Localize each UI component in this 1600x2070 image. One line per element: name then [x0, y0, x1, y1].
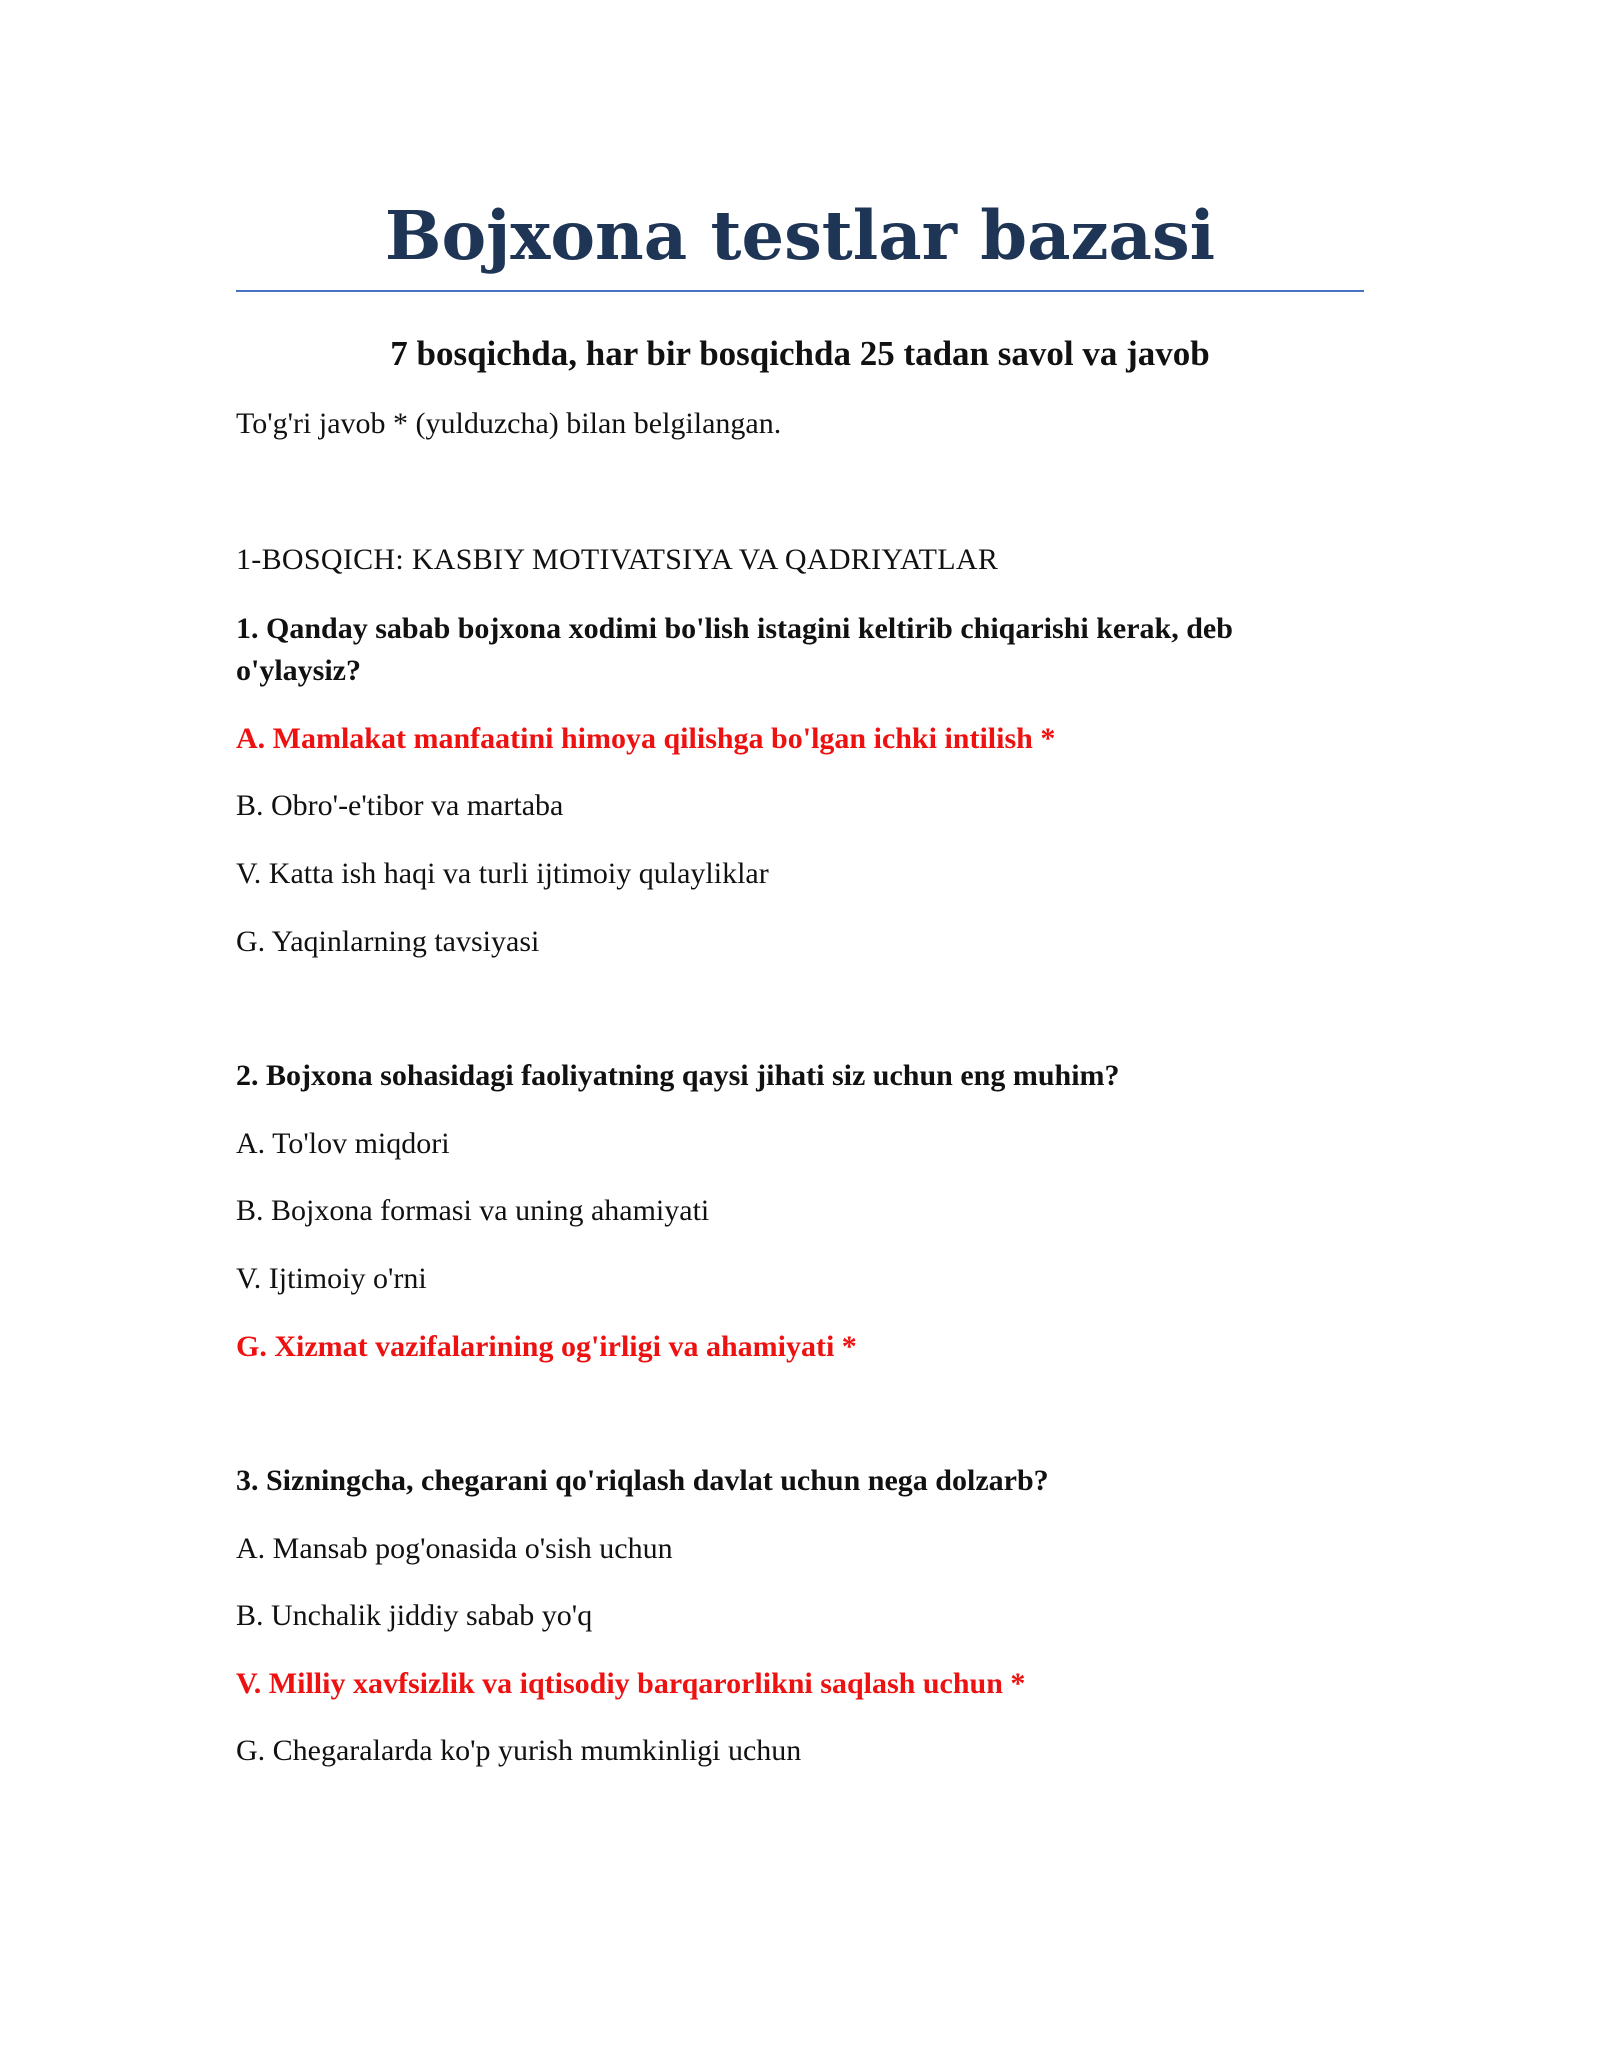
- question-3-option-b: B. Unchalik jiddiy sabab yo'q: [236, 1599, 593, 1632]
- question-3-option-a: A. Mansab pog'onasida o'sish uchun: [236, 1532, 673, 1565]
- question-1-option-g: G. Yaqinlarning tavsiyasi: [236, 925, 540, 958]
- question-3-option-v: V. Milliy xavfsizlik va iqtisodiy barqarorlikni saqlash uchun *: [236, 1667, 1026, 1700]
- question-3-option-g: G. Chegaralarda ko'p yurish mumkinligi uchun: [236, 1734, 802, 1767]
- question-2-option-g: G. Xizmat vazifalarining og'irligi va ahamiyati *: [236, 1330, 857, 1363]
- question-2-option-b: B. Bojxona formasi va uning ahamiyati: [236, 1194, 710, 1227]
- title-divider: [236, 290, 1364, 292]
- question-1-option-b: B. Obro'-e'tibor va martaba: [236, 789, 564, 822]
- question-1-option-a: A. Mamlakat manfaatini himoya qilishga bo'lgan ichki intilish *: [236, 722, 1056, 755]
- document-subtitle: 7 bosqichda, har bir bosqichda 25 tadan savol va javob: [390, 334, 1210, 373]
- section-heading: 1-BOSQICH: KASBIY MOTIVATSIYA VA QADRIYATLAR: [236, 543, 999, 576]
- question-2-option-v: V. Ijtimoiy o'rni: [236, 1262, 427, 1295]
- answer-key-note: To'g'ri javob * (yulduzcha) bilan belgilangan.: [236, 407, 782, 440]
- question-1-option-v: V. Katta ish haqi va turli ijtimoiy qulayliklar: [236, 857, 769, 890]
- question-1: 1. Qanday sabab bojxona xodimi bo'lish istagini keltirib chiqarishi kerak, deb o'ylaysiz?: [236, 612, 1233, 687]
- question-3: 3. Sizningcha, chegarani qo'riqlash davlat uchun nega dolzarb?: [236, 1464, 1049, 1497]
- question-2-option-a: A. To'lov miqdori: [236, 1127, 450, 1160]
- question-2: 2. Bojxona sohasidagi faoliyatning qaysi jihati siz uchun eng muhim?: [236, 1059, 1120, 1092]
- document-title: Bojxona testlar bazasi: [384, 196, 1216, 275]
